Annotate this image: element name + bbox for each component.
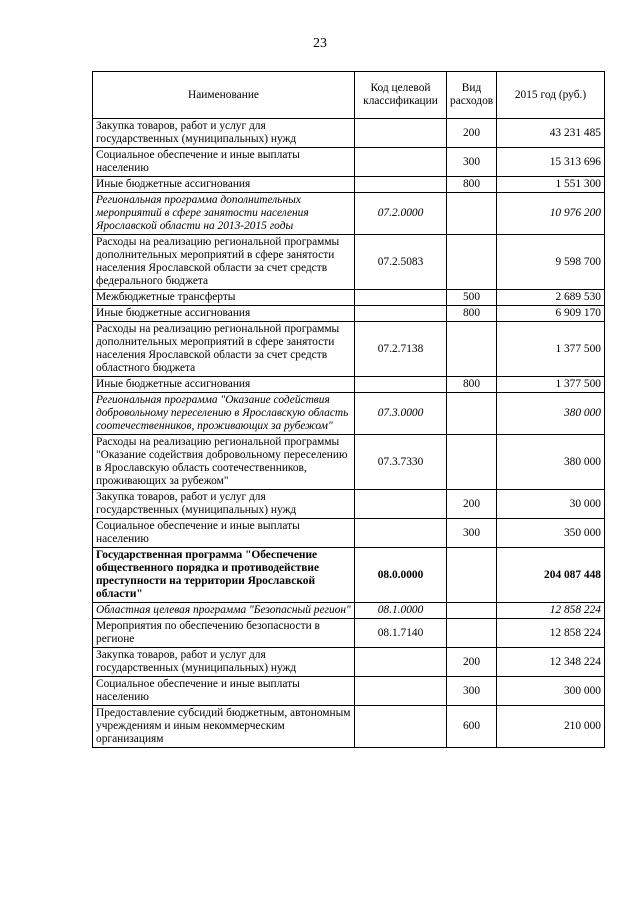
table-row	[93, 677, 605, 706]
cell-amount: 210 000	[497, 706, 605, 748]
cell-name: Закупка товаров, работ и услуг для государственных (муниципальных) нужд	[93, 119, 355, 148]
cell-name: Социальное обеспечение и иные выплаты населению	[93, 148, 355, 177]
cell-amount: 350 000	[497, 519, 605, 548]
cell-code: 07.2.7138	[355, 322, 447, 377]
cell-code: 08.0.0000	[355, 548, 447, 603]
table-row	[93, 435, 605, 490]
cell-name: Расходы на реализацию региональной программы дополнительных мероприятий в сфере занятости населения Ярославской области за счет средств областного бюджета	[93, 322, 355, 377]
cell-amount: 10 976 200	[497, 193, 605, 235]
header-amount: 2015 год (руб.)	[497, 72, 605, 119]
cell-name: Межбюджетные трансферты	[93, 290, 355, 306]
cell-code	[355, 519, 447, 548]
cell-kind: 200	[447, 119, 497, 148]
cell-amount: 15 313 696	[497, 148, 605, 177]
table-row	[93, 706, 605, 748]
cell-code: 08.1.7140	[355, 619, 447, 648]
cell-amount: 300 000	[497, 677, 605, 706]
cell-kind	[447, 619, 497, 648]
cell-code	[355, 490, 447, 519]
header-code: Код целевой классификации	[355, 72, 447, 119]
cell-name: Социальное обеспечение и иные выплаты населению	[93, 519, 355, 548]
cell-name: Региональная программа дополнительных мероприятий в сфере занятости населения Ярославской области на 2013-2015 годы	[93, 193, 355, 235]
cell-amount: 9 598 700	[497, 235, 605, 290]
cell-amount: 1 377 500	[497, 322, 605, 377]
cell-code: 07.3.0000	[355, 393, 447, 435]
cell-name: Закупка товаров, работ и услуг для государственных (муниципальных) нужд	[93, 648, 355, 677]
cell-name: Социальное обеспечение и иные выплаты населению	[93, 677, 355, 706]
cell-kind	[447, 235, 497, 290]
table-row	[93, 306, 605, 322]
table-row	[93, 119, 605, 148]
cell-name: Региональная программа "Оказание содействия добровольному переселению в Ярославскую область соотечественников, проживающих за рубежом"	[93, 393, 355, 435]
table-header-row	[93, 72, 605, 119]
cell-amount: 12 858 224	[497, 619, 605, 648]
header-kind: Вид расходов	[447, 72, 497, 119]
cell-name: Областная целевая программа "Безопасный регион"	[93, 603, 355, 619]
table-row	[93, 193, 605, 235]
cell-kind: 200	[447, 490, 497, 519]
table-row	[93, 393, 605, 435]
cell-code	[355, 290, 447, 306]
cell-name: Предоставление субсидий бюджетным, автономным учреждениям и иным некоммерческим организациям	[93, 706, 355, 748]
cell-name: Расходы на реализацию региональной программы дополнительных мероприятий в сфере занятости населения Ярославской области за счет средств федерального бюджета	[93, 235, 355, 290]
cell-kind: 300	[447, 148, 497, 177]
cell-kind	[447, 603, 497, 619]
table-row	[93, 603, 605, 619]
cell-code	[355, 377, 447, 393]
table-row	[93, 519, 605, 548]
cell-name: Расходы на реализацию региональной программы "Оказание содействия добровольному переселению в Ярославскую область соотечественников, проживающих за рубежом"	[93, 435, 355, 490]
table-row	[93, 548, 605, 603]
cell-amount: 204 087 448	[497, 548, 605, 603]
table-row	[93, 235, 605, 290]
cell-code	[355, 177, 447, 193]
cell-kind: 500	[447, 290, 497, 306]
cell-kind: 800	[447, 306, 497, 322]
cell-kind	[447, 393, 497, 435]
cell-code	[355, 148, 447, 177]
cell-code: 07.3.7330	[355, 435, 447, 490]
cell-name: Иные бюджетные ассигнования	[93, 377, 355, 393]
cell-kind: 800	[447, 177, 497, 193]
cell-code	[355, 306, 447, 322]
cell-kind	[447, 193, 497, 235]
table-row	[93, 177, 605, 193]
cell-code: 07.2.0000	[355, 193, 447, 235]
cell-name: Мероприятия по обеспечению безопасности в регионе	[93, 619, 355, 648]
cell-amount: 12 858 224	[497, 603, 605, 619]
cell-amount: 380 000	[497, 435, 605, 490]
cell-code	[355, 119, 447, 148]
table-row	[93, 322, 605, 377]
table-row	[93, 290, 605, 306]
table-row	[93, 377, 605, 393]
cell-amount: 380 000	[497, 393, 605, 435]
cell-name: Закупка товаров, работ и услуг для государственных (муниципальных) нужд	[93, 490, 355, 519]
cell-amount: 6 909 170	[497, 306, 605, 322]
table-row	[93, 148, 605, 177]
cell-kind: 300	[447, 519, 497, 548]
table-row	[93, 648, 605, 677]
cell-kind	[447, 322, 497, 377]
cell-code	[355, 706, 447, 748]
cell-amount: 2 689 530	[497, 290, 605, 306]
cell-kind: 200	[447, 648, 497, 677]
header-name: Наименование	[93, 72, 355, 119]
cell-kind: 300	[447, 677, 497, 706]
cell-code: 08.1.0000	[355, 603, 447, 619]
cell-name: Иные бюджетные ассигнования	[93, 306, 355, 322]
cell-amount: 30 000	[497, 490, 605, 519]
cell-kind: 800	[447, 377, 497, 393]
cell-kind: 600	[447, 706, 497, 748]
page-number: 23	[313, 36, 327, 51]
cell-amount: 1 377 500	[497, 377, 605, 393]
cell-kind	[447, 548, 497, 603]
cell-name: Иные бюджетные ассигнования	[93, 177, 355, 193]
cell-amount: 12 348 224	[497, 648, 605, 677]
cell-name: Государственная программа "Обеспечение общественного порядка и противодействие преступности на территории Ярославской области"	[93, 548, 355, 603]
table-row	[93, 490, 605, 519]
cell-amount: 1 551 300	[497, 177, 605, 193]
cell-kind	[447, 435, 497, 490]
budget-table	[92, 71, 605, 748]
cell-code: 07.2.5083	[355, 235, 447, 290]
cell-code	[355, 677, 447, 706]
table-row	[93, 619, 605, 648]
cell-code	[355, 648, 447, 677]
cell-amount: 43 231 485	[497, 119, 605, 148]
